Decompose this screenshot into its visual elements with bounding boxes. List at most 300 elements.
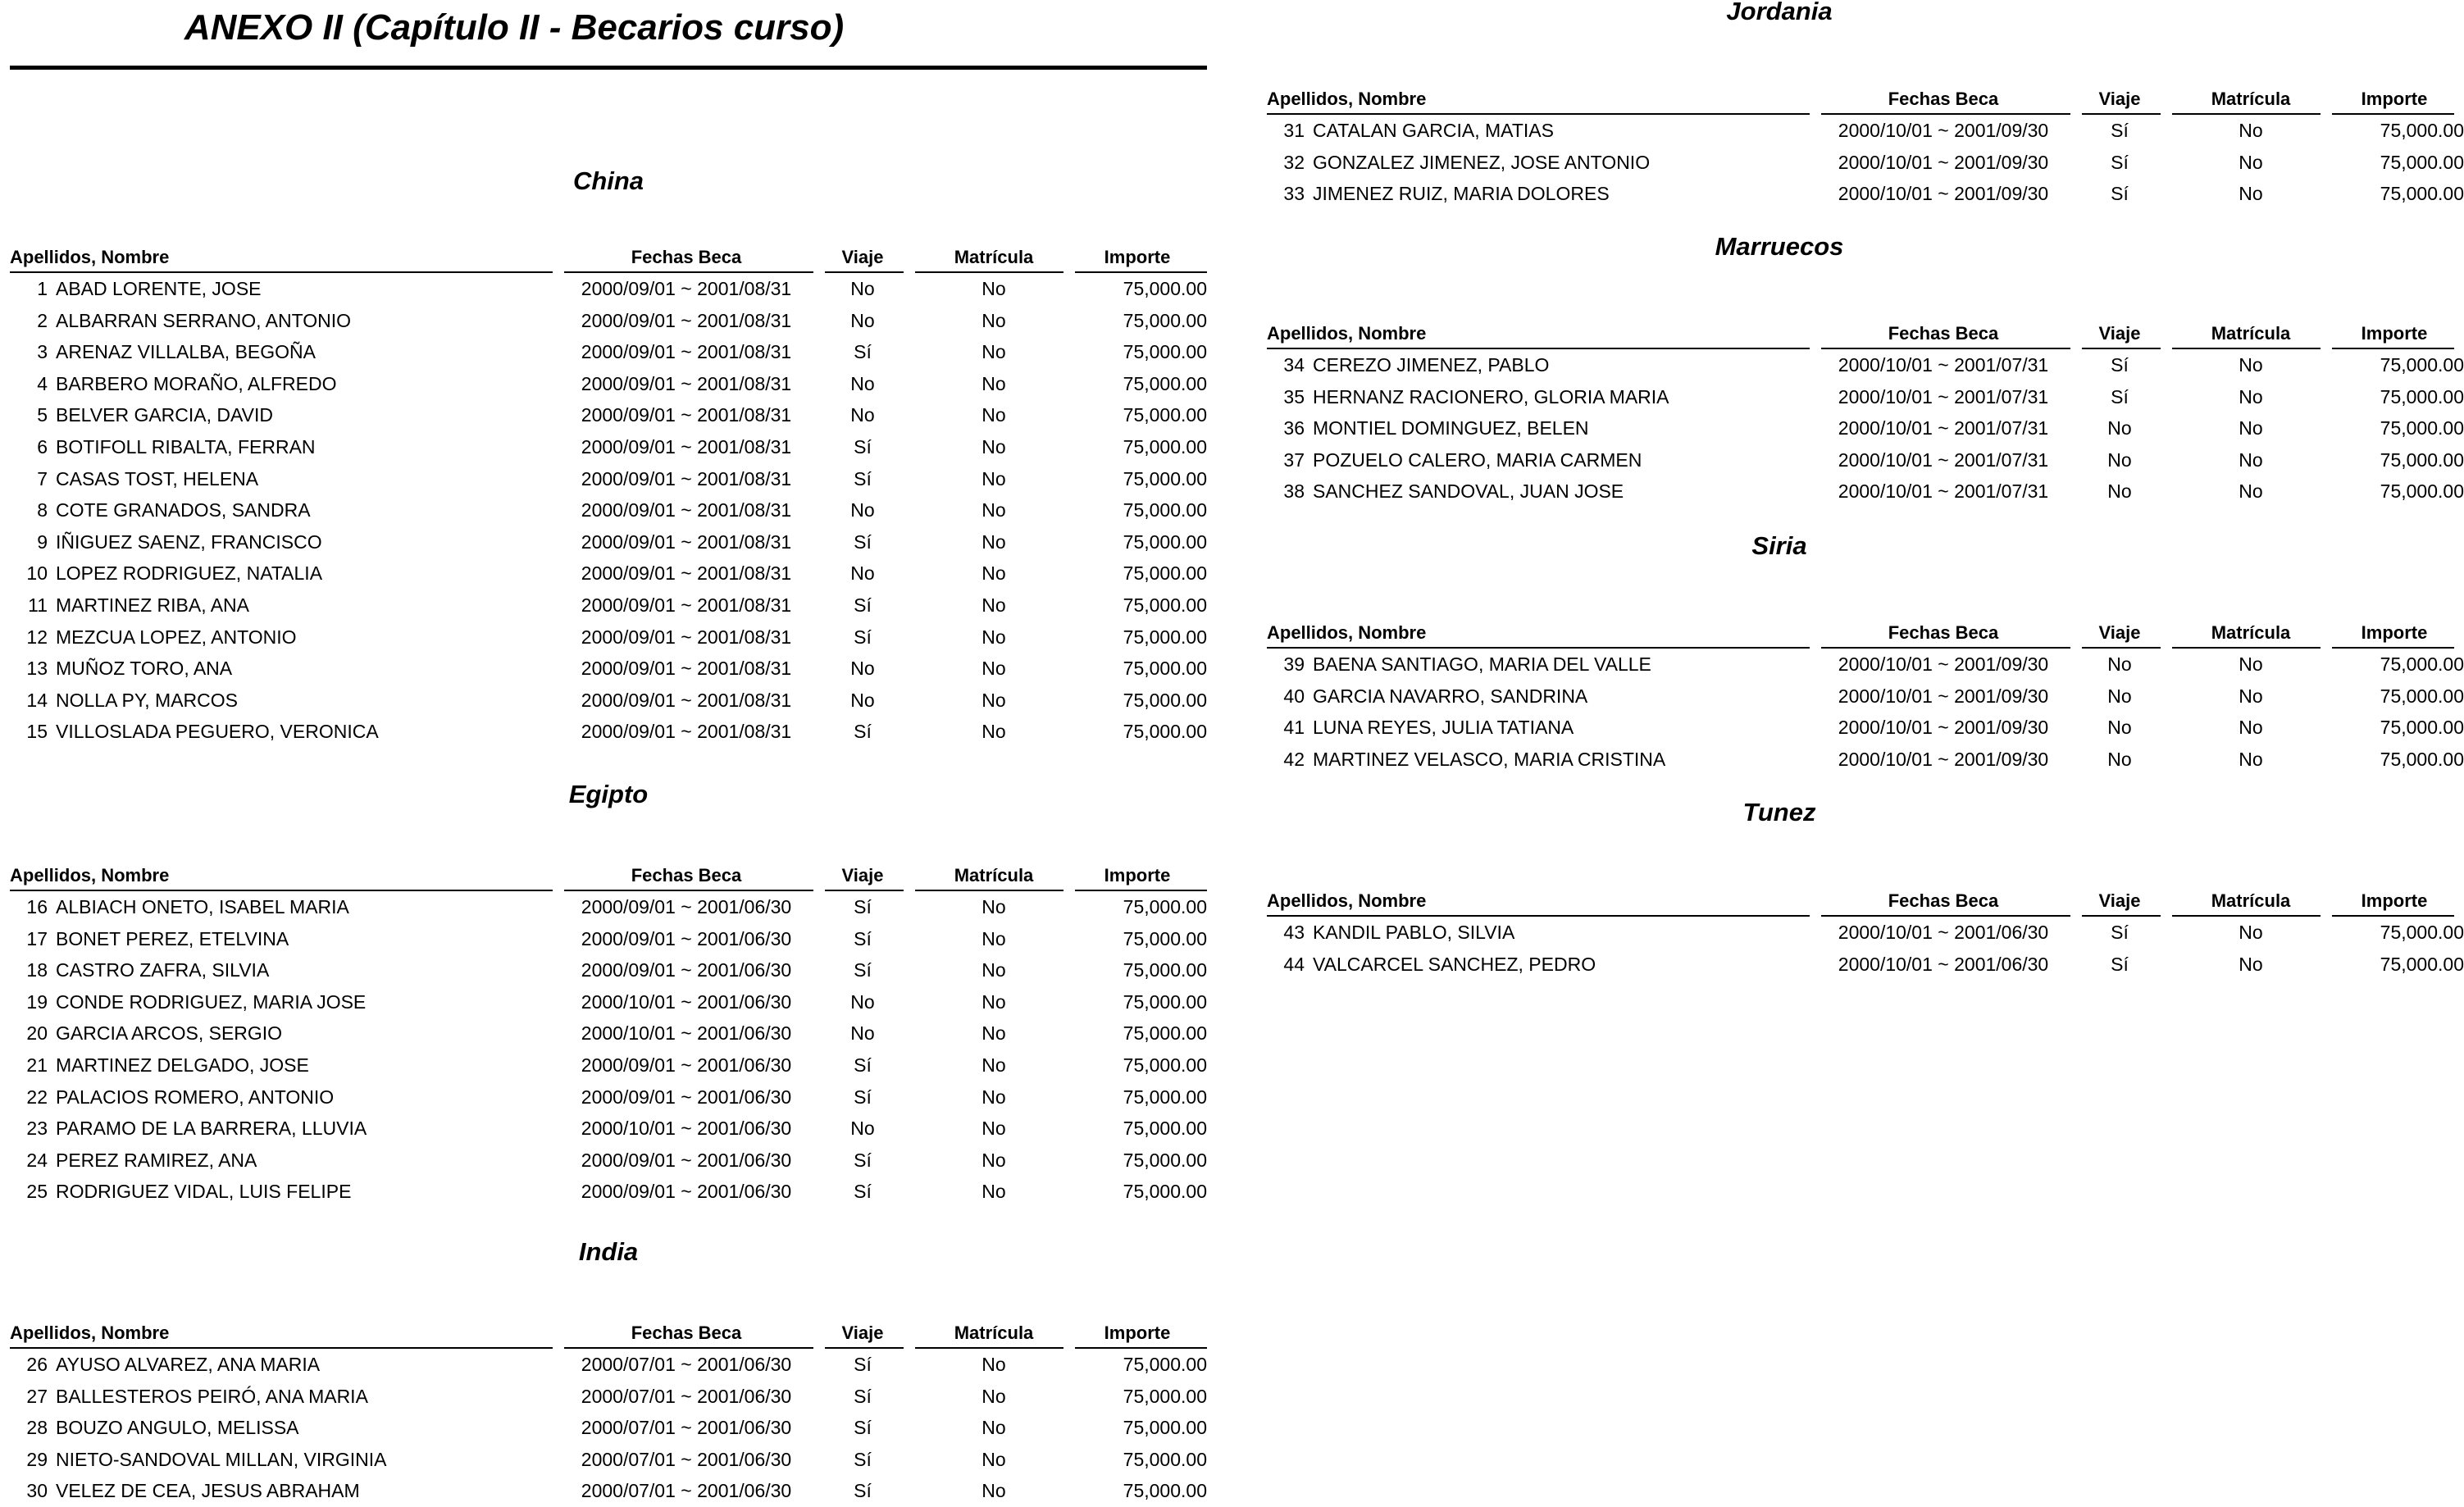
row-name: CEREZO JIMENEZ, PABLO [1313, 354, 1550, 376]
header-importe: Importe [1104, 247, 1171, 267]
row-fechas: 2000/09/01 ~ 2001/06/30 [581, 959, 792, 981]
row-matricula: No [2239, 480, 2263, 503]
table-header [10, 244, 1207, 273]
row-viaje: Sí [854, 1054, 872, 1076]
row-viaje: No [850, 372, 875, 394]
row-importe: 75,000.00 [1123, 404, 1207, 426]
table-row [1267, 444, 2464, 476]
row-fechas: 2000/07/01 ~ 2001/06/30 [581, 1385, 792, 1407]
row-viaje: No [2107, 417, 2132, 439]
row-name: RODRIGUEZ VIDAL, LUIS FELIPE [56, 1181, 352, 1203]
header-importe: Importe [1104, 865, 1171, 886]
row-name: CASTRO ZAFRA, SILVIA [56, 959, 270, 981]
row-viaje: Sí [854, 959, 872, 981]
section-title-india: India [578, 1237, 639, 1266]
row-importe: 75,000.00 [2380, 417, 2464, 439]
row-name: GONZALEZ JIMENEZ, JOSE ANTONIO [1313, 151, 1651, 173]
row-name: ABAD LORENTE, JOSE [56, 278, 262, 299]
row-name: BARBERO MORAÑO, ALFREDO [56, 372, 337, 394]
row-importe: 75,000.00 [1123, 1385, 1207, 1407]
row-matricula: No [982, 278, 1006, 299]
row-importe: 75,000.00 [1123, 467, 1207, 489]
row-viaje: Sí [854, 1149, 872, 1171]
row-matricula: No [2239, 685, 2263, 707]
table-row [10, 716, 1207, 748]
table-jordania [1267, 85, 2464, 210]
row-number: 44 [1283, 953, 1305, 975]
table-tunez [1267, 887, 2464, 980]
left-column [10, 0, 1207, 1502]
row-fechas: 2000/10/01 ~ 2001/07/31 [1838, 480, 2049, 503]
row-fechas: 2000/09/01 ~ 2001/08/31 [581, 562, 792, 585]
header-viaje: Viaje [2098, 890, 2141, 911]
table-row [10, 1412, 1207, 1444]
header-fechas: Fechas Beca [1888, 890, 1999, 911]
row-viaje: No [850, 689, 875, 711]
row-name: LOPEZ RODRIGUEZ, NATALIA [56, 562, 323, 585]
row-name: MONTIEL DOMINGUEZ, BELEN [1313, 417, 1589, 439]
row-viaje: No [2107, 480, 2132, 503]
table-row [10, 558, 1207, 590]
header-viaje: Viaje [841, 865, 884, 886]
row-number: 39 [1283, 653, 1305, 675]
row-matricula: No [982, 467, 1006, 489]
header-matricula: Matrícula [2211, 323, 2291, 344]
table-row [10, 526, 1207, 558]
row-fechas: 2000/09/01 ~ 2001/08/31 [581, 372, 792, 394]
row-matricula: No [2239, 748, 2263, 770]
row-number: 27 [26, 1385, 48, 1407]
row-importe: 75,000.00 [2380, 953, 2464, 975]
row-number: 9 [37, 530, 48, 553]
row-fechas: 2000/09/01 ~ 2001/08/31 [581, 626, 792, 648]
row-viaje: No [850, 658, 875, 680]
header-fechas: Fechas Beca [631, 247, 742, 267]
table-row [1267, 381, 2464, 413]
table-row [10, 1444, 1207, 1476]
row-matricula: No [2239, 354, 2263, 376]
row-matricula: No [982, 1354, 1006, 1375]
row-importe: 75,000.00 [2380, 151, 2464, 173]
header-matricula: Matrícula [954, 1323, 1034, 1343]
table-row [10, 986, 1207, 1018]
row-matricula: No [982, 658, 1006, 680]
row-viaje: Sí [854, 341, 872, 363]
row-matricula: No [2239, 417, 2263, 439]
header-fechas: Fechas Beca [1888, 323, 1999, 344]
row-name: BOTIFOLL RIBALTA, FERRAN [56, 435, 316, 458]
row-viaje: Sí [854, 467, 872, 489]
table-row [10, 1381, 1207, 1413]
row-viaje: Sí [2111, 385, 2129, 407]
row-fechas: 2000/09/01 ~ 2001/08/31 [581, 530, 792, 553]
row-fechas: 2000/10/01 ~ 2001/09/30 [1838, 151, 2049, 173]
row-fechas: 2000/09/01 ~ 2001/08/31 [581, 499, 792, 521]
row-fechas: 2000/09/01 ~ 2001/08/31 [581, 435, 792, 458]
row-fechas: 2000/09/01 ~ 2001/08/31 [581, 309, 792, 331]
row-importe: 75,000.00 [2380, 717, 2464, 739]
row-name: IÑIGUEZ SAENZ, FRANCISCO [56, 530, 322, 553]
row-name: JIMENEZ RUIZ, MARIA DOLORES [1313, 183, 1610, 205]
row-viaje: Sí [854, 721, 872, 743]
row-importe: 75,000.00 [2380, 354, 2464, 376]
row-viaje: Sí [854, 927, 872, 949]
row-number: 3 [37, 341, 48, 363]
row-importe: 75,000.00 [1123, 1149, 1207, 1171]
row-number: 37 [1283, 448, 1305, 471]
row-number: 38 [1283, 480, 1305, 503]
table-row [10, 273, 1207, 305]
row-number: 36 [1283, 417, 1305, 439]
row-name: CASAS TOST, HELENA [56, 467, 259, 489]
row-importe: 75,000.00 [1123, 721, 1207, 743]
row-fechas: 2000/10/01 ~ 2001/07/31 [1838, 417, 2049, 439]
row-name: BAENA SANTIAGO, MARIA DEL VALLE [1313, 653, 1651, 675]
row-name: AYUSO ALVAREZ, ANA MARIA [56, 1354, 321, 1375]
row-name: BALLESTEROS PEIRÓ, ANA MARIA [56, 1385, 368, 1407]
header-matricula: Matrícula [954, 865, 1034, 886]
row-number: 32 [1283, 151, 1305, 173]
row-matricula: No [2239, 922, 2263, 943]
row-importe: 75,000.00 [2380, 480, 2464, 503]
row-name: NIETO-SANDOVAL MILLAN, VIRGINIA [56, 1448, 387, 1470]
row-number: 25 [26, 1181, 48, 1203]
header-name: Apellidos, Nombre [1267, 323, 1427, 344]
row-name: MEZCUA LOPEZ, ANTONIO [56, 626, 297, 648]
row-importe: 75,000.00 [2380, 385, 2464, 407]
row-matricula: No [982, 594, 1006, 616]
table-row [10, 590, 1207, 621]
row-viaje: No [850, 404, 875, 426]
section-title-marruecos: Marruecos [1715, 232, 1844, 261]
row-importe: 75,000.00 [1123, 1354, 1207, 1375]
row-fechas: 2000/09/01 ~ 2001/06/30 [581, 1054, 792, 1076]
row-fechas: 2000/09/01 ~ 2001/08/31 [581, 467, 792, 489]
row-viaje: No [2107, 448, 2132, 471]
row-matricula: No [982, 959, 1006, 981]
header-name: Apellidos, Nombre [1267, 622, 1427, 643]
table-row [10, 305, 1207, 337]
row-number: 23 [26, 1118, 48, 1140]
row-matricula: No [982, 372, 1006, 394]
row-fechas: 2000/09/01 ~ 2001/06/30 [581, 1149, 792, 1171]
table-row [1267, 681, 2464, 713]
row-fechas: 2000/10/01 ~ 2001/09/30 [1838, 183, 2049, 205]
row-viaje: No [2107, 653, 2132, 675]
row-fechas: 2000/10/01 ~ 2001/09/30 [1838, 685, 2049, 707]
row-matricula: No [982, 721, 1006, 743]
row-importe: 75,000.00 [1123, 689, 1207, 711]
row-fechas: 2000/07/01 ~ 2001/06/30 [581, 1417, 792, 1439]
row-number: 10 [26, 562, 48, 585]
row-matricula: No [982, 689, 1006, 711]
row-name: VELEZ DE CEA, JESUS ABRAHAM [56, 1480, 360, 1502]
row-fechas: 2000/09/01 ~ 2001/06/30 [581, 896, 792, 917]
table-row [10, 954, 1207, 986]
row-viaje: Sí [854, 1086, 872, 1108]
row-matricula: No [982, 1385, 1006, 1407]
row-matricula: No [982, 530, 1006, 553]
header-importe: Importe [2361, 323, 2428, 344]
row-matricula: No [982, 990, 1006, 1013]
section-title-tunez: Tunez [1742, 798, 1816, 826]
row-fechas: 2000/10/01 ~ 2001/09/30 [1838, 748, 2049, 770]
row-matricula: No [2239, 385, 2263, 407]
row-number: 1 [37, 278, 48, 299]
row-number: 24 [26, 1149, 48, 1171]
table-siria [1267, 619, 2464, 775]
table-row [10, 399, 1207, 431]
row-matricula: No [982, 1118, 1006, 1140]
table-row [10, 653, 1207, 685]
row-viaje: No [850, 990, 875, 1013]
row-viaje: No [2107, 748, 2132, 770]
row-viaje: No [850, 1118, 875, 1140]
table-header [10, 862, 1207, 891]
row-number: 26 [26, 1354, 48, 1375]
row-fechas: 2000/09/01 ~ 2001/08/31 [581, 721, 792, 743]
row-number: 2 [37, 309, 48, 331]
row-importe: 75,000.00 [1123, 896, 1207, 917]
row-viaje: Sí [854, 530, 872, 553]
row-number: 30 [26, 1480, 48, 1502]
row-number: 19 [26, 990, 48, 1013]
table-header [1267, 320, 2454, 349]
row-number: 42 [1283, 748, 1305, 770]
row-importe: 75,000.00 [2380, 922, 2464, 943]
row-importe: 75,000.00 [1123, 1086, 1207, 1108]
header-viaje: Viaje [2098, 323, 2141, 344]
table-row [10, 1113, 1207, 1145]
row-fechas: 2000/07/01 ~ 2001/06/30 [581, 1480, 792, 1502]
table-row [1267, 649, 2464, 681]
row-number: 6 [37, 435, 48, 458]
row-number: 8 [37, 499, 48, 521]
row-name: NOLLA PY, MARCOS [56, 689, 238, 711]
row-number: 29 [26, 1448, 48, 1470]
row-importe: 75,000.00 [1123, 309, 1207, 331]
row-viaje: Sí [854, 1417, 872, 1439]
row-fechas: 2000/09/01 ~ 2001/08/31 [581, 594, 792, 616]
table-row [1267, 744, 2464, 776]
row-matricula: No [982, 896, 1006, 917]
table-row [10, 1475, 1207, 1507]
table-row [10, 1049, 1207, 1081]
row-name: PARAMO DE LA BARRERA, LLUVIA [56, 1118, 367, 1140]
row-fechas: 2000/10/01 ~ 2001/06/30 [581, 1118, 792, 1140]
row-importe: 75,000.00 [1123, 435, 1207, 458]
row-matricula: No [982, 1448, 1006, 1470]
row-name: MUÑOZ TORO, ANA [56, 658, 233, 680]
header-viaje: Viaje [2098, 622, 2141, 643]
header-fechas: Fechas Beca [1888, 622, 1999, 643]
row-matricula: No [982, 626, 1006, 648]
row-fechas: 2000/10/01 ~ 2001/09/30 [1838, 717, 2049, 739]
section-title-jordania: Jordania [1726, 0, 1833, 25]
table-row [10, 1081, 1207, 1113]
row-fechas: 2000/09/01 ~ 2001/08/31 [581, 658, 792, 680]
row-importe: 75,000.00 [1123, 658, 1207, 680]
table-row [10, 1145, 1207, 1177]
row-viaje: Sí [854, 1354, 872, 1375]
table-row [1267, 178, 2464, 210]
row-fechas: 2000/10/01 ~ 2001/09/30 [1838, 120, 2049, 141]
row-fechas: 2000/10/01 ~ 2001/07/31 [1838, 354, 2049, 376]
row-importe: 75,000.00 [1123, 499, 1207, 521]
row-number: 7 [37, 467, 48, 489]
row-importe: 75,000.00 [1123, 1417, 1207, 1439]
row-matricula: No [982, 404, 1006, 426]
row-fechas: 2000/09/01 ~ 2001/06/30 [581, 1086, 792, 1108]
row-viaje: Sí [854, 1480, 872, 1502]
row-importe: 75,000.00 [1123, 1448, 1207, 1470]
row-importe: 75,000.00 [1123, 278, 1207, 299]
table-row [10, 431, 1207, 463]
row-number: 18 [26, 959, 48, 981]
row-number: 41 [1283, 717, 1305, 739]
row-viaje: Sí [854, 1448, 872, 1470]
row-number: 20 [26, 1022, 48, 1045]
section-title-china: China [572, 166, 644, 195]
row-name: ALBARRAN SERRANO, ANTONIO [56, 309, 351, 331]
row-importe: 75,000.00 [2380, 653, 2464, 675]
header-fechas: Fechas Beca [1888, 89, 1999, 109]
row-viaje: No [850, 562, 875, 585]
row-name: MARTINEZ DELGADO, JOSE [56, 1054, 309, 1076]
header-matricula: Matrícula [2211, 89, 2291, 109]
header-viaje: Viaje [2098, 89, 2141, 109]
row-number: 17 [26, 927, 48, 949]
table-row [10, 923, 1207, 955]
header-importe: Importe [2361, 89, 2428, 109]
table-india [10, 1319, 1207, 1507]
row-name: MARTINEZ RIBA, ANA [56, 594, 250, 616]
header-name: Apellidos, Nombre [1267, 89, 1427, 109]
row-number: 14 [26, 689, 48, 711]
row-importe: 75,000.00 [1123, 530, 1207, 553]
header-name: Apellidos, Nombre [1267, 890, 1427, 911]
table-row [10, 336, 1207, 368]
row-fechas: 2000/10/01 ~ 2001/07/31 [1838, 385, 2049, 407]
row-importe: 75,000.00 [2380, 448, 2464, 471]
row-fechas: 2000/09/01 ~ 2001/08/31 [581, 341, 792, 363]
row-name: BONET PEREZ, ETELVINA [56, 927, 289, 949]
row-viaje: Sí [2111, 120, 2129, 141]
table-header [10, 1319, 1207, 1349]
table-row [10, 1018, 1207, 1049]
row-name: MARTINEZ VELASCO, MARIA CRISTINA [1313, 748, 1666, 770]
row-matricula: No [982, 562, 1006, 585]
row-number: 35 [1283, 385, 1305, 407]
row-viaje: No [850, 309, 875, 331]
table-row [1267, 712, 2464, 744]
row-matricula: No [982, 309, 1006, 331]
row-importe: 75,000.00 [1123, 990, 1207, 1013]
row-name: KANDIL PABLO, SILVIA [1313, 922, 1515, 943]
row-number: 4 [37, 372, 48, 394]
row-importe: 75,000.00 [2380, 748, 2464, 770]
row-importe: 75,000.00 [2380, 183, 2464, 205]
row-matricula: No [982, 341, 1006, 363]
row-number: 12 [26, 626, 48, 648]
row-matricula: No [982, 1480, 1006, 1502]
row-fechas: 2000/09/01 ~ 2001/06/30 [581, 1181, 792, 1203]
table-china [10, 244, 1207, 748]
row-viaje: Sí [854, 1385, 872, 1407]
row-matricula: No [982, 1417, 1006, 1439]
row-importe: 75,000.00 [1123, 341, 1207, 363]
row-viaje: No [850, 1022, 875, 1045]
row-number: 28 [26, 1417, 48, 1439]
row-fechas: 2000/10/01 ~ 2001/06/30 [581, 990, 792, 1013]
row-viaje: Sí [2111, 354, 2129, 376]
table-row [10, 368, 1207, 400]
row-matricula: No [982, 435, 1006, 458]
row-matricula: No [2239, 183, 2263, 205]
header-viaje: Viaje [841, 247, 884, 267]
row-fechas: 2000/09/01 ~ 2001/06/30 [581, 927, 792, 949]
row-importe: 75,000.00 [1123, 372, 1207, 394]
row-viaje: Sí [2111, 953, 2129, 975]
row-number: 11 [28, 594, 48, 616]
section-title-siria: Siria [1751, 531, 1807, 560]
row-number: 43 [1283, 922, 1305, 943]
row-name: LUNA REYES, JULIA TATIANA [1313, 717, 1574, 739]
row-number: 15 [26, 721, 48, 743]
row-matricula: No [982, 927, 1006, 949]
row-name: BELVER GARCIA, DAVID [56, 404, 273, 426]
row-matricula: No [2239, 653, 2263, 675]
table-header [1267, 887, 2454, 917]
table-marruecos [1267, 320, 2464, 508]
row-importe: 75,000.00 [1123, 927, 1207, 949]
row-name: VILLOSLADA PEGUERO, VERONICA [56, 721, 379, 743]
table-row [10, 891, 1207, 923]
table-header [1267, 619, 2454, 649]
row-viaje: Sí [854, 1181, 872, 1203]
row-matricula: No [982, 1022, 1006, 1045]
table-row [10, 685, 1207, 717]
row-fechas: 2000/10/01 ~ 2001/07/31 [1838, 448, 2049, 471]
row-name: SANCHEZ SANDOVAL, JUAN JOSE [1313, 480, 1624, 503]
row-name: GARCIA NAVARRO, SANDRINA [1313, 685, 1588, 707]
row-number: 5 [37, 404, 48, 426]
row-importe: 75,000.00 [1123, 1054, 1207, 1076]
row-matricula: No [982, 1054, 1006, 1076]
row-name: ARENAZ VILLALBA, BEGOÑA [56, 341, 317, 363]
row-viaje: No [2107, 717, 2132, 739]
row-viaje: Sí [854, 435, 872, 458]
row-name: ALBIACH ONETO, ISABEL MARIA [56, 896, 349, 917]
row-fechas: 2000/10/01 ~ 2001/09/30 [1838, 653, 2049, 675]
row-name: CONDE RODRIGUEZ, MARIA JOSE [56, 990, 367, 1013]
row-importe: 75,000.00 [1123, 594, 1207, 616]
row-name: PEREZ RAMIREZ, ANA [56, 1149, 257, 1171]
header-matricula: Matrícula [2211, 622, 2291, 643]
row-name: CATALAN GARCIA, MATIAS [1313, 120, 1554, 141]
header-importe: Importe [2361, 890, 2428, 911]
title-rule [10, 66, 1207, 70]
row-viaje: Sí [2111, 922, 2129, 943]
header-name: Apellidos, Nombre [10, 865, 170, 886]
header-importe: Importe [2361, 622, 2428, 643]
row-fechas: 2000/10/01 ~ 2001/06/30 [581, 1022, 792, 1045]
row-viaje: Sí [2111, 183, 2129, 205]
row-matricula: No [982, 1149, 1006, 1171]
header-viaje: Viaje [841, 1323, 884, 1343]
row-importe: 75,000.00 [1123, 1480, 1207, 1502]
row-viaje: Sí [854, 896, 872, 917]
